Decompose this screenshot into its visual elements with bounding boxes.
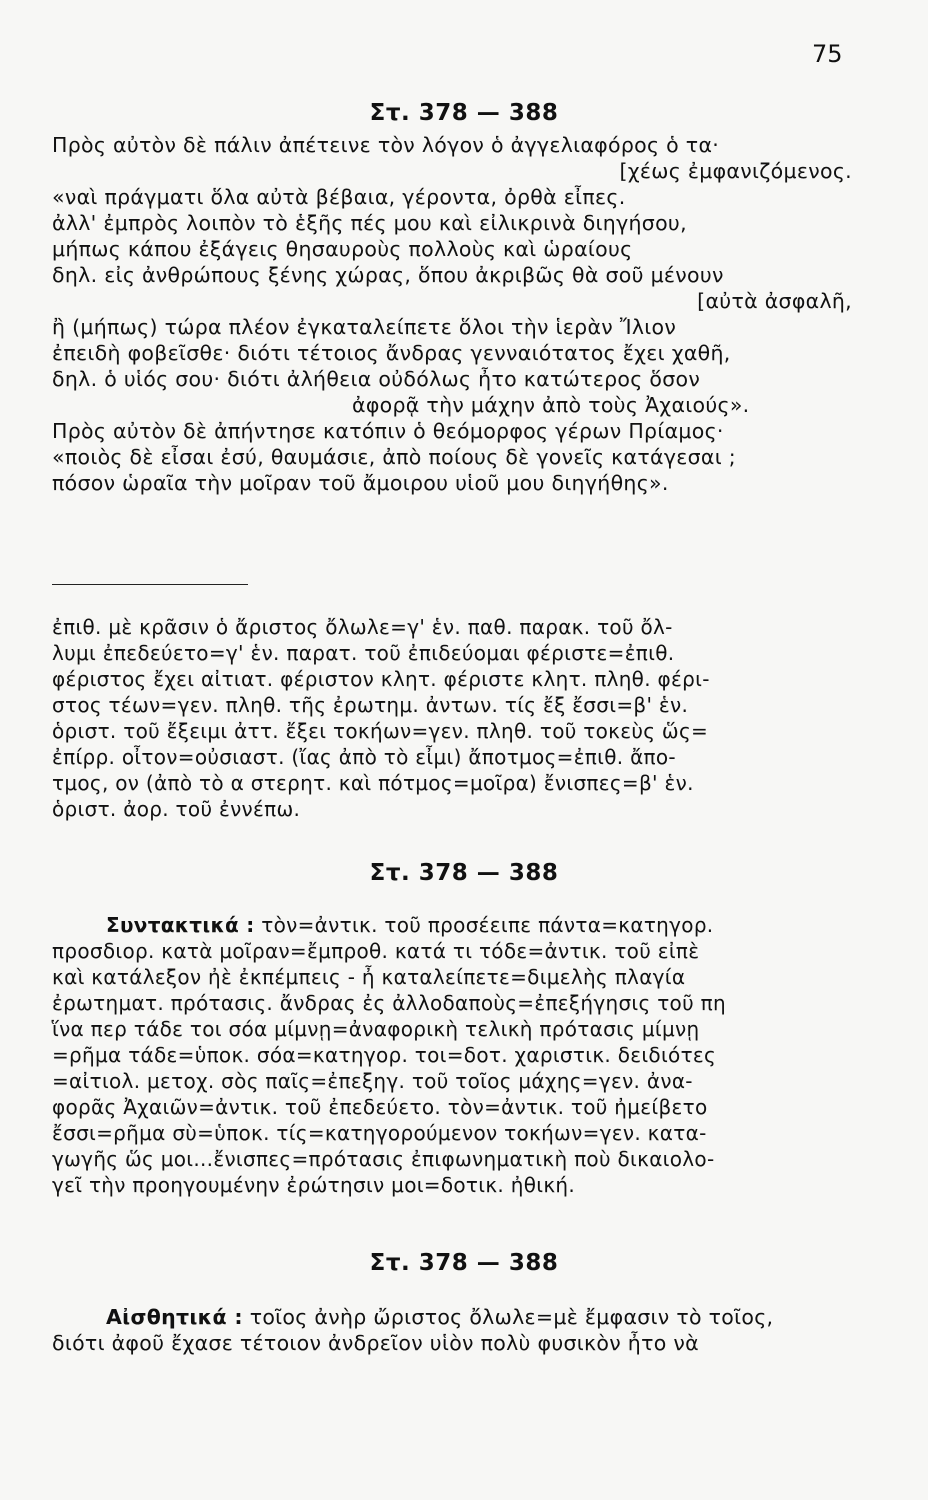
section-heading-2: Στ. 378 — 388 — [369, 860, 559, 886]
poem-line: [χέως ἐμφανιζόμενος. — [619, 159, 852, 183]
poem-line: μήπως κάπου ἐξάγεις θησαυροὺς πολλοὺς καὶ ὡραίους — [52, 237, 633, 261]
note-line: λυμι ἐπεδεύετο=γ' ἑν. παρατ. τοῦ ἐπιδεύομαι φέριστε=ἐπιθ. — [52, 641, 675, 665]
syntax-line: ἵνα περ τάδε τοι σόα μίμνῃ=ἀναφορικὴ τελικὴ πρότασις μίμνῃ — [52, 1017, 700, 1041]
note-line: στος τέων=γεν. πληθ. τῆς ἐρωτημ. ἀντων. τίς ἔξ ἔσσι=β' ἑν. — [52, 693, 689, 717]
note-line: ἐπιθ. μὲ κρᾶσιν ὁ ἄριστος ὄλωλε=γ' ἑν. παθ. παρακ. τοῦ ὄλ- — [52, 615, 673, 639]
section-heading-1: Στ. 378 — 388 — [369, 100, 559, 126]
note-line: τμος, ον (ἀπὸ τὸ α στερητ. καὶ πότμος=μοῖρα) ἔνισπες=β' ἑν. — [52, 771, 694, 795]
syntax-notes — [52, 912, 852, 1198]
syntax-line: προσδιορ. κατὰ μοῖραν=ἔμπροθ. κατά τι τόδε=ἀντικ. τοῦ εἰπὲ — [52, 939, 700, 963]
poem-line: δηλ. εἰς ἀνθρώπους ξένης χώρας, ὅπου ἀκριβῶς θὰ σοῦ μένουν — [52, 263, 724, 287]
syntax-line: =ρῆμα τάδε=ὑποκ. σόα=κατηγορ. τοι=δοτ. χαριστικ. δειδιότες — [52, 1043, 717, 1067]
grammar-notes — [52, 614, 852, 822]
note-line: ἐπίρρ. οἶτον=οὐσιαστ. (ἴας ἀπὸ τὸ εἶμι) ἄποτμος=ἐπιθ. ἄπο- — [52, 745, 676, 769]
syntax-line: γωγῆς ὥς μοι...ἔνισπες=πρότασις ἐπιφωνηματικὴ ποὺ δικαιολο- — [52, 1147, 715, 1171]
poem-line: [αὐτὰ ἀσφαλῆ, — [697, 289, 852, 313]
poem-line: Πρὸς αὐτὸν δὲ ἀπήντησε κατόπιν ὁ θεόμορφος γέρων Πρίαμος· — [52, 419, 724, 443]
syntax-line: =αἰτιολ. μετοχ. σὸς παῖς=ἐπεξηγ. τοῦ τοῖος μάχης=γεν. ἀνα- — [52, 1069, 693, 1093]
poem-line: ἀλλ' ἐμπρὸς λοιπὸν τὸ ἑξῆς πές μου καὶ εἰλικρινὰ διηγήσου, — [52, 211, 687, 235]
footnote-divider — [52, 584, 248, 585]
poem-line: ἢ (μήπως) τώρα πλέον ἐγκαταλείπετε ὅλοι τὴν ἱερὰν Ἴλιον — [52, 315, 677, 339]
syntax-line: φορᾶς Ἀχαιῶν=ἀντικ. τοῦ ἐπεδεύετο. τὸν=ἀντικ. τοῦ ἠμείβετο — [52, 1095, 708, 1119]
page-number: 75 — [812, 40, 843, 68]
poem-line: «ποιὸς δὲ εἶσαι ἐσύ, θαυμάσιε, ἀπὸ ποίους δὲ γονεῖς κατάγεσαι ; — [52, 445, 736, 469]
poem-translation — [52, 132, 852, 496]
aesthetic-line: διότι ἀφοῦ ἔχασε τέτοιον ἀνδρεῖον υἱὸν πολὺ φυσικὸν ἦτο νὰ — [52, 1331, 699, 1355]
note-line: φέριστος ἔχει αἰτιατ. φέριστον κλητ. φέριστε κλητ. πληθ. φέρι- — [52, 667, 710, 691]
poem-line: ἐπειδὴ φοβεῖσθε· διότι τέτοιος ἄνδρας γενναιότατος ἔχει χαθῆ, — [52, 341, 731, 365]
syntax-line: καὶ κατάλεξον ἠὲ ἐκπέμπεις - ἦ καταλείπετε=διμελὴς πλαγία — [52, 965, 686, 989]
poem-line: «ναὶ πράγματι ὅλα αὐτὰ βέβαια, γέροντα, ὀρθὰ εἶπες. — [52, 185, 626, 209]
syntax-label: Συντακτικά : — [106, 913, 255, 937]
poem-line: Πρὸς αὐτὸν δὲ πάλιν ἀπέτεινε τὸν λόγον ὁ ἀγγελιαφόρος ὁ τα· — [52, 133, 720, 157]
aesthetic-label: Αἰσθητικά : — [106, 1305, 243, 1329]
aesthetic-notes — [52, 1304, 852, 1356]
syntax-line: ἔσσι=ρῆμα σὺ=ὑποκ. τίς=κατηγορούμενον τοκήων=γεν. κατα- — [52, 1121, 707, 1145]
poem-line: δηλ. ὁ υἱός σου· διότι ἀλήθεια οὐδόλως ἦτο κατώτερος ὅσον — [52, 367, 701, 391]
section-heading-3: Στ. 378 — 388 — [369, 1250, 559, 1276]
aesthetic-line: τοῖος ἀνὴρ ὤριστος ὄλωλε=μὲ ἔμφασιν τὸ τοῖος, — [249, 1305, 774, 1329]
note-line: ὁριστ. ἀορ. τοῦ ἐννέπω. — [52, 797, 301, 821]
syntax-line: τὸν=ἀντικ. τοῦ προσέειπε πάντα=κατηγορ. — [261, 913, 714, 937]
syntax-line: ἐρωτηματ. πρότασις. ἄνδρας ἐς ἀλλοδαποὺς=ἐπεξήγησις τοῦ πη — [52, 991, 726, 1015]
poem-line: πόσον ὡραῖα τὴν μοῖραν τοῦ ἄμοιρου υἱοῦ μου διηγήθης». — [52, 471, 669, 495]
note-line: ὁριστ. τοῦ ἔξειμι ἀττ. ἔξει τοκήων=γεν. πληθ. τοῦ τοκεὺς ὥς= — [52, 719, 709, 743]
poem-line: ἀφορᾷ τὴν μάχην ἀπὸ τοὺς Ἀχαιούς». — [352, 393, 750, 417]
syntax-line: γεῖ τὴν προηγουμένην ἐρώτησιν μοι=δοτικ. ἠθική. — [52, 1173, 576, 1197]
